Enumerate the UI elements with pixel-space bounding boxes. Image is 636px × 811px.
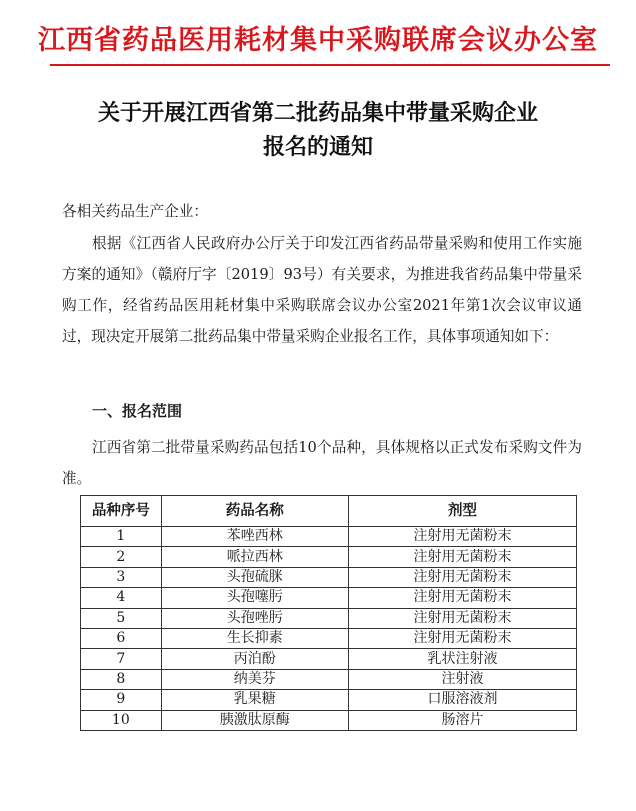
table-row bbox=[81, 527, 577, 547]
cell-dosage-form: 肠溶片 bbox=[348, 710, 576, 730]
cell-number: 6 bbox=[81, 628, 162, 648]
column-header-dosage-form: 剂型 bbox=[348, 496, 576, 527]
table-row bbox=[81, 628, 577, 648]
cell-number: 1 bbox=[81, 527, 162, 547]
drug-list-table bbox=[80, 495, 577, 731]
cell-dosage-form: 注射用无菌粉末 bbox=[348, 527, 576, 547]
cell-dosage-form: 注射用无菌粉末 bbox=[348, 567, 576, 587]
column-header-number: 品种序号 bbox=[81, 496, 162, 527]
table-row bbox=[81, 649, 577, 669]
cell-number: 9 bbox=[81, 690, 162, 710]
cell-number: 4 bbox=[81, 588, 162, 608]
cell-drug-name: 丙泊酚 bbox=[161, 649, 348, 669]
cell-drug-name: 头孢硫脒 bbox=[161, 567, 348, 587]
body-paragraph-1: 根据《江西省人民政府办公厅关于印发江西省药品带量采购和使用工作实施方案的通知》（赣府厅字〔2019〕93号）有关要求，为推进我省药品集中带量采购工作，经省药品医用耗材集中采购联席会议办公室2021年第1次会议审议通过，现决定开展第二批药品集中带量采购企业报名工作，具体事项通知如下： bbox=[62, 235, 582, 345]
cell-number: 10 bbox=[81, 710, 162, 730]
table-row bbox=[81, 690, 577, 710]
red-divider-line bbox=[50, 64, 610, 66]
cell-drug-name: 生长抑素 bbox=[161, 628, 348, 648]
cell-drug-name: 纳美芬 bbox=[161, 669, 348, 689]
cell-drug-name: 头孢噻肟 bbox=[161, 588, 348, 608]
table-header-row bbox=[81, 496, 577, 527]
cell-number: 8 bbox=[81, 669, 162, 689]
table-row bbox=[81, 567, 577, 587]
cell-number: 3 bbox=[81, 567, 162, 587]
cell-dosage-form: 乳状注射液 bbox=[348, 649, 576, 669]
table-row bbox=[81, 669, 577, 689]
column-header-drug-name: 药品名称 bbox=[161, 496, 348, 527]
cell-dosage-form: 注射用无菌粉末 bbox=[348, 588, 576, 608]
table-row bbox=[81, 547, 577, 567]
table-row bbox=[81, 588, 577, 608]
cell-dosage-form: 注射用无菌粉末 bbox=[348, 608, 576, 628]
body-paragraph-2: 江西省第二批带量采购药品包括10个品种，具体规格以正式发布采购文件为准。 bbox=[62, 439, 582, 487]
cell-number: 7 bbox=[81, 649, 162, 669]
cell-number: 2 bbox=[81, 547, 162, 567]
cell-drug-name: 苯唑西林 bbox=[161, 527, 348, 547]
section-heading-1: 一、报名范围 bbox=[92, 402, 183, 420]
salutation: 各相关药品生产企业： bbox=[62, 203, 208, 220]
cell-dosage-form: 口服溶液剂 bbox=[348, 690, 576, 710]
cell-drug-name: 乳果糖 bbox=[161, 690, 348, 710]
cell-drug-name: 胰激肽原酶 bbox=[161, 710, 348, 730]
table-row bbox=[81, 608, 577, 628]
cell-dosage-form: 注射用无菌粉末 bbox=[348, 547, 576, 567]
notice-title-line-2: 报名的通知 bbox=[262, 135, 373, 160]
issuing-agency-header: 江西省药品医用耗材集中采购联席会议办公室 bbox=[38, 25, 598, 56]
cell-number: 5 bbox=[81, 608, 162, 628]
cell-drug-name: 哌拉西林 bbox=[161, 547, 348, 567]
table-row bbox=[81, 710, 577, 730]
cell-drug-name: 头孢唑肟 bbox=[161, 608, 348, 628]
cell-dosage-form: 注射用无菌粉末 bbox=[348, 628, 576, 648]
notice-title-line-1: 关于开展江西省第二批药品集中带量采购企业 bbox=[97, 101, 538, 126]
cell-dosage-form: 注射液 bbox=[348, 669, 576, 689]
